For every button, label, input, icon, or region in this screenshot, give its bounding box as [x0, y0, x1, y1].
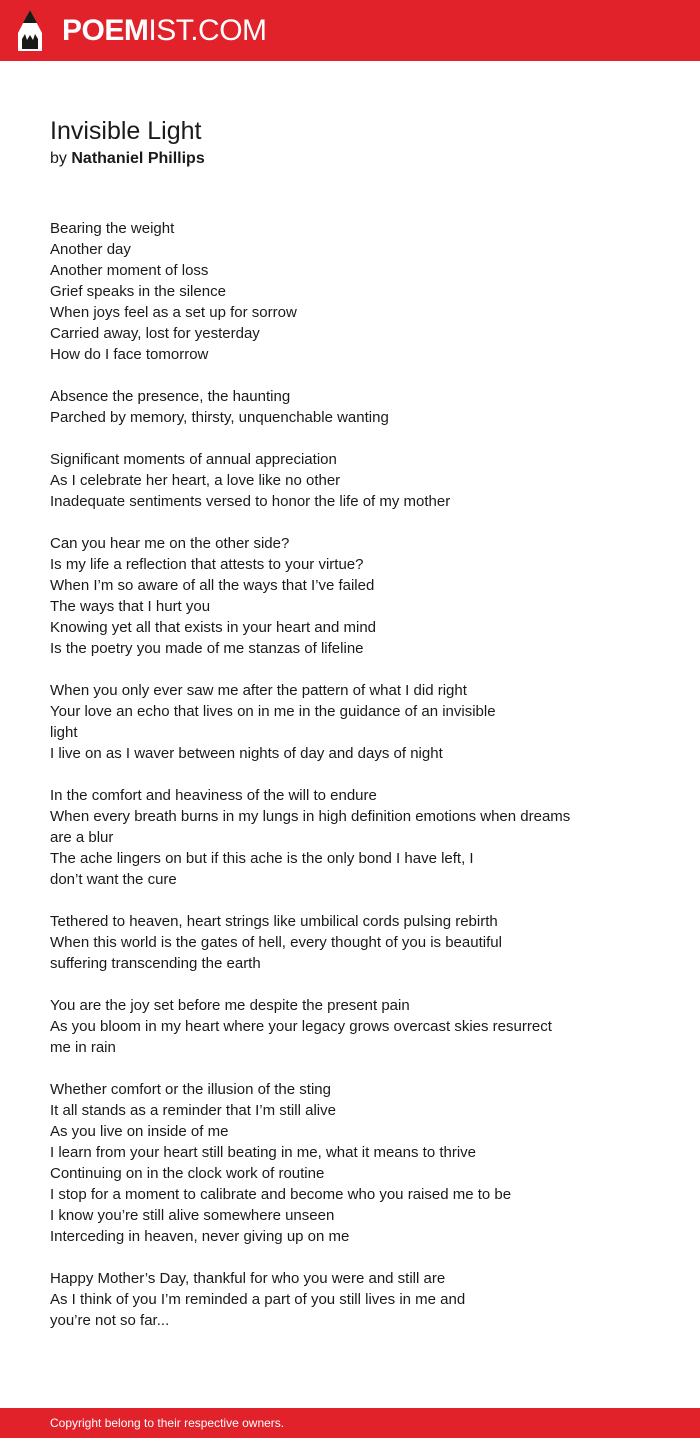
poem-stanza — [50, 680, 670, 764]
poem-stanza — [50, 1079, 670, 1247]
poem-line: me in rain — [50, 1039, 116, 1056]
poem-line: Interceding in heaven, never giving up on me — [50, 1228, 350, 1245]
poem-line: The ways that I hurt you — [50, 598, 211, 615]
poem-line: As I celebrate her heart, a love like no other — [50, 472, 341, 489]
poem-title: Invisible Light — [50, 117, 202, 145]
poem-line: light — [50, 724, 78, 741]
poem-line: I live on as I waver between nights of day and days of night — [50, 745, 443, 762]
poem-line: Another day — [50, 241, 131, 258]
poem-line: How do I face tomorrow — [50, 346, 209, 363]
poem-stanza — [50, 533, 670, 659]
poem-line: Grief speaks in the silence — [50, 283, 226, 300]
poem-line: Tethered to heaven, heart strings like umbilical cords pulsing rebirth — [50, 913, 498, 930]
poem-line: When every breath burns in my lungs in high definition emotions when dreams — [50, 808, 571, 825]
poem-line: You are the joy set before me despite the present pain — [50, 997, 410, 1014]
poem-line: In the comfort and heaviness of the will to endure — [50, 787, 377, 804]
poem-line: I know you’re still alive somewhere unseen — [50, 1207, 335, 1224]
poem-line: Whether comfort or the illusion of the sting — [50, 1081, 331, 1098]
poem-line: Bearing the weight — [50, 220, 175, 237]
poem-stanza — [50, 449, 670, 512]
poem-stanza — [50, 995, 670, 1058]
poem-line: I stop for a moment to calibrate and become who you raised me to be — [50, 1186, 512, 1203]
poem-line: you’re not so far... — [50, 1312, 170, 1329]
site-logo[interactable] — [62, 13, 267, 49]
poem-line: As you bloom in my heart where your legacy grows overcast skies resurrect — [50, 1018, 552, 1035]
poem-stanza — [50, 218, 670, 365]
poem-line: Can you hear me on the other side? — [50, 535, 290, 552]
logo-bold-text: POEM — [62, 14, 149, 47]
poem-line: Knowing yet all that exists in your heart and mind — [50, 619, 377, 636]
pencil-tip-icon[interactable] — [17, 9, 43, 52]
poem-line: Is the poetry you made of me stanzas of lifeline — [50, 640, 364, 657]
poem-line: Is my life a reflection that attests to your virtue? — [50, 556, 364, 573]
poem-line: As you live on inside of me — [50, 1123, 229, 1140]
poem-stanza — [50, 785, 670, 890]
poem-line: When this world is the gates of hell, every thought of you is beautiful — [50, 934, 502, 951]
poem-byline — [50, 148, 205, 170]
site-header — [0, 0, 700, 61]
poem-line: As I think of you I’m reminded a part of you still lives in me and — [50, 1291, 466, 1308]
poem-line: Another moment of loss — [50, 262, 209, 279]
poem-line: Absence the presence, the haunting — [50, 388, 291, 405]
logo-light-text: IST.COM — [148, 14, 267, 47]
poem-author: Nathaniel Phillips — [71, 150, 205, 167]
poem-line: The ache lingers on but if this ache is the only bond I have left, I — [50, 850, 474, 867]
poem-line: I learn from your heart still beating in me, what it means to thrive — [50, 1144, 477, 1161]
poem-stanza — [50, 911, 670, 974]
poem-line: suffering transcending the earth — [50, 955, 261, 972]
poem-line: are a blur — [50, 829, 114, 846]
poem-stanza — [50, 1268, 670, 1331]
by-label: by — [50, 150, 67, 167]
copyright-notice: Copyright belong to their respective owners. — [50, 1416, 285, 1430]
poem-line: When I’m so aware of all the ways that I’ve failed — [50, 577, 375, 594]
poem-line: It all stands as a reminder that I’m still alive — [50, 1102, 336, 1119]
poem-stanza — [50, 386, 670, 428]
poem-line: When joys feel as a set up for sorrow — [50, 304, 297, 321]
poem-line: Happy Mother’s Day, thankful for who you were and still are — [50, 1270, 446, 1287]
poem-line: Significant moments of annual appreciation — [50, 451, 337, 468]
poem-line: Your love an echo that lives on in me in the guidance of an invisible — [50, 703, 496, 720]
poem-line: When you only ever saw me after the pattern of what I did right — [50, 682, 467, 699]
poem-line: Parched by memory, thirsty, unquenchable wanting — [50, 409, 389, 426]
poem-line: don’t want the cure — [50, 871, 177, 888]
poem-line: Continuing on in the clock work of routine — [50, 1165, 325, 1182]
site-footer — [0, 1408, 700, 1438]
poem-body — [50, 218, 670, 1352]
poem-line: Inadequate sentiments versed to honor the life of my mother — [50, 493, 451, 510]
poem-line: Carried away, lost for yesterday — [50, 325, 260, 342]
